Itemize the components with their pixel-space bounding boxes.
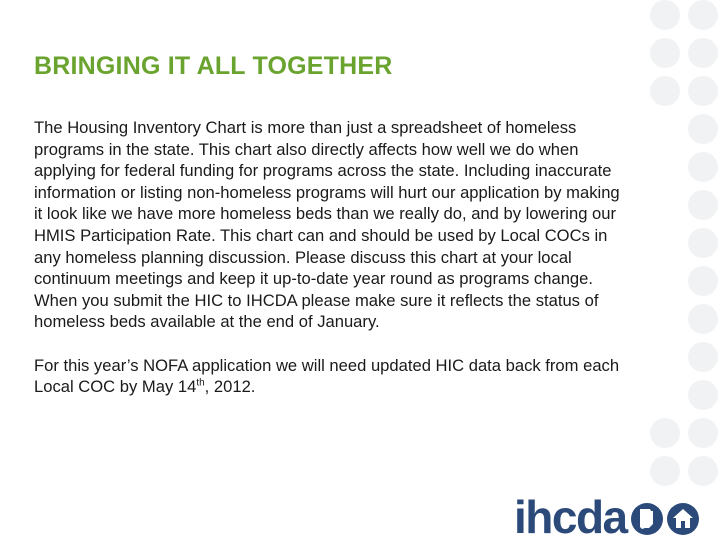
paragraph-2 (34, 355, 674, 398)
paragraph-line-deadline (34, 376, 674, 398)
paragraph-line: applying for federal funding for programs across the state. Including inaccurate (34, 161, 612, 181)
logo-wordmark: ihcda (514, 491, 627, 540)
slide-title: BRINGING IT ALL TOGETHER (34, 52, 393, 80)
paragraph-1 (34, 117, 674, 333)
paragraph-line: homeless beds available at the end of January. (34, 312, 380, 332)
paragraph-line: information or listing non-homeless programs will hurt our application by making (34, 182, 620, 202)
paragraph-line: HMIS Participation Rate. This chart can and should be used by Local COCs in (34, 225, 608, 245)
ordinal-superscript: th (196, 377, 205, 389)
paragraph-line: programs in the state. This chart also directly affects how well we do when (34, 139, 579, 159)
paragraph-line: When you submit the HIC to IHCDA please make sure it reflects the status of (34, 290, 599, 310)
slide-body (34, 117, 674, 398)
deadline-text: Local COC by May 14 (34, 377, 197, 397)
deadline-year: , 2012. (204, 377, 256, 397)
indiana-state-icon (630, 502, 664, 536)
paragraph-line: it look like we have more homeless beds than we really do, and by lowering our (34, 204, 617, 224)
logo-mark (630, 502, 700, 536)
ihcda-logo (514, 488, 700, 540)
paragraph-line: any homeless planning discussion. Please discuss this chart at your local (34, 247, 572, 267)
house-icon (666, 502, 700, 536)
paragraph-line: The Housing Inventory Chart is more than just a spreadsheet of homeless (34, 118, 577, 137)
paragraph-line: For this year’s NOFA application we will need updated HIC data back from each (34, 355, 620, 375)
paragraph-line: continuum meetings and keep it up-to-date year round as programs change. (34, 269, 593, 289)
